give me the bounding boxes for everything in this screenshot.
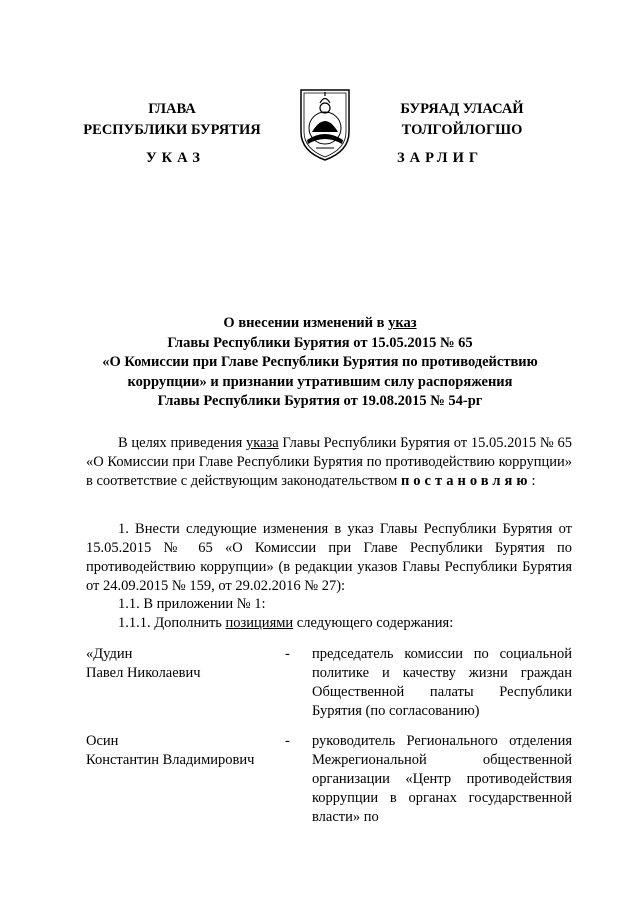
member-name xyxy=(86,732,276,770)
positions-link[interactable]: позициями xyxy=(225,615,294,631)
doc-type-left: УКАЗ xyxy=(146,150,205,166)
member-given-names: Павел Николаевич xyxy=(86,665,201,681)
title-line5: Главы Республики Бурятия от 19.08.2015 № 54-рг xyxy=(157,393,483,409)
header-left xyxy=(72,99,272,141)
member-position: руководитель Регионального отделения Межрегиональной общественной организации «Центр противодействия коррупции в органах государственной власти» по xyxy=(312,733,572,825)
item-1-1: 1.1. В приложении № 1: xyxy=(118,596,266,612)
preamble-text-mid: Главы Республики Бурятия от 15.05.2015 № 65 «О Комиссии при Главе Республики Бурятия по противодействию коррупции» в соответствие с действующим законодательством xyxy=(86,435,572,489)
doc-type-right: ЗАРЛИГ xyxy=(397,150,484,166)
item-1-1-1-text-end: следующего содержания: xyxy=(293,615,454,631)
header-right-line2: ТОЛГОЙЛОГШО xyxy=(401,122,523,138)
member-dash: - xyxy=(285,646,290,662)
document-title xyxy=(80,314,560,412)
preamble-text: В целях приведения xyxy=(118,435,246,451)
member-dash: - xyxy=(285,733,290,749)
header-right-line1: БУРЯАД УЛАСАЙ xyxy=(400,101,524,117)
preamble-paragraph xyxy=(86,434,572,491)
member-entry xyxy=(86,645,572,725)
title-ukaz-link[interactable]: указ xyxy=(388,315,417,331)
member-given-names: Константин Владимирович xyxy=(86,752,255,768)
member-name xyxy=(86,645,276,683)
member-surname: Осин xyxy=(86,733,119,749)
member-entry xyxy=(86,732,572,832)
header-left-line1: ГЛАВА xyxy=(148,101,196,117)
member-surname: «Дудин xyxy=(86,646,133,662)
title-line2: Главы Республики Бурятия от 15.05.2015 № 65 xyxy=(167,334,473,351)
postanovlyayu-keyword: постановляю xyxy=(400,473,532,489)
preamble-ukaz-link[interactable]: указа xyxy=(245,435,279,451)
header-right xyxy=(368,99,556,141)
item-1-1-1 xyxy=(118,614,453,633)
coat-of-arms-emblem xyxy=(298,88,352,162)
title-line1-text: О внесении изменений в xyxy=(223,315,389,331)
header-left-line2: РЕСПУБЛИКИ БУРЯТИЯ xyxy=(83,122,261,138)
title-line3: «О Комиссии при Главе Республики Бурятия по противодействию xyxy=(102,354,538,370)
member-position: председатель комиссии по социальной политике и качеству жизни граждан Общественной палаты Республики Бурятия (по согласованию) xyxy=(312,646,572,719)
preamble-end: : xyxy=(531,473,536,489)
title-line4: коррупции» и признании утратившим силу распоряжения xyxy=(127,373,513,390)
item-1-paragraph: 1. Внести следующие изменения в указ Главы Республики Бурятия от 15.05.2015 № 65 «О Комиссии при Главе Республики Бурятия по противодействию коррупции» (в редакции указов Главы Республики Бурятия от 24.09.2015 № 159, от 29.02.2016 № 27): xyxy=(86,521,572,594)
item-1-1-1-text: 1.1.1. Дополнить xyxy=(118,615,226,631)
